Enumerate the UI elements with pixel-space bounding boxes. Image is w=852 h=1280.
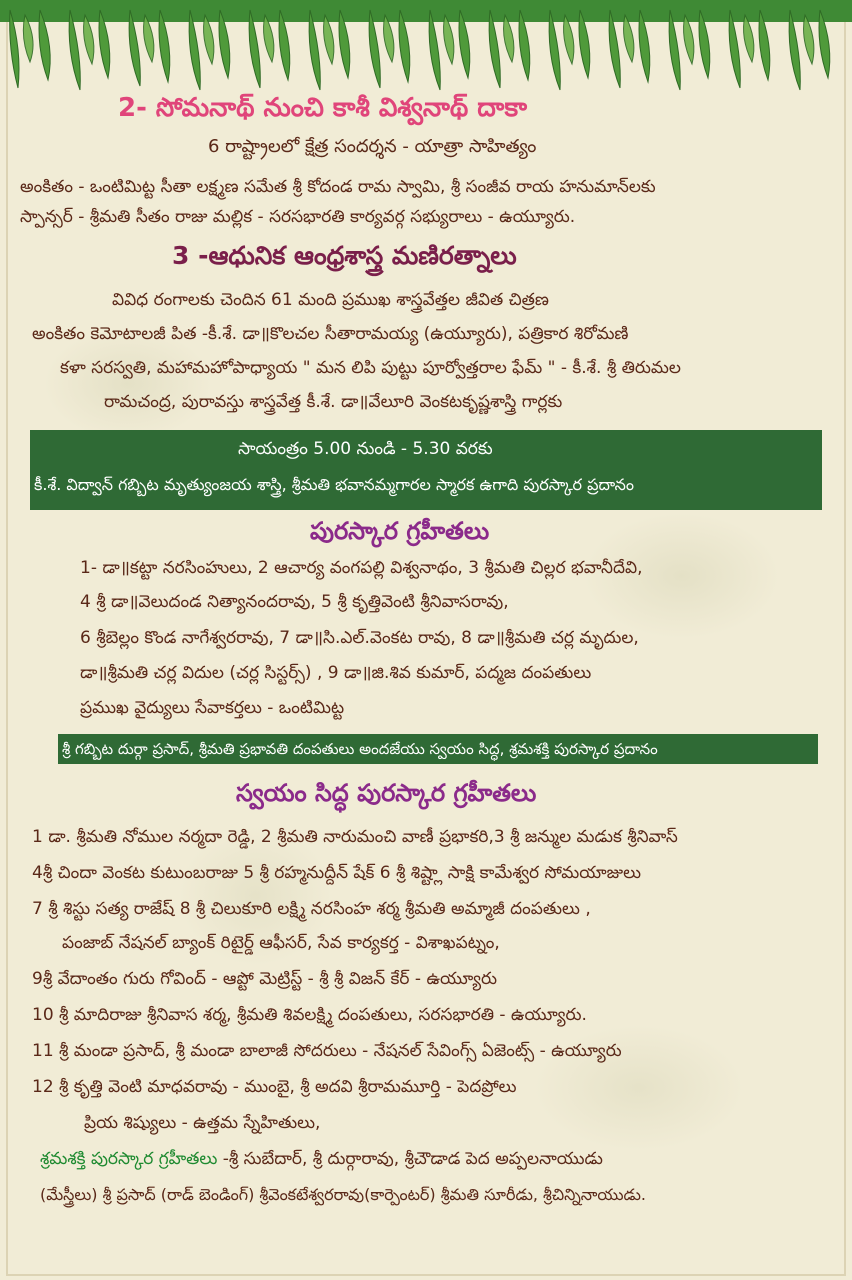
section3-title: 3 -ఆధునిక ఆంధ్రశాస్త్ర మణిరత్నాలు xyxy=(172,241,517,270)
section3-line4: రామచంద్ర, పురావస్తు శాస్త్రవేత్త కీ.శే. డా॥వేలూరి వెంకటకృష్ణశాస్త్రి గార్లకు xyxy=(104,392,563,412)
section3-line1: వివిధ రంగాలకు చెందిన 61 మంది ప్రముఖ శాస్త్రవేత్తల జీవిత చిత్రణ xyxy=(112,290,549,310)
shramashakti-label: శ్రమశక్తి పురస్కార గ్రహీతలు xyxy=(40,1149,218,1169)
swayam-line: ప్రియ శిష్యులు - ఉత్తమ స్నేహితులు, xyxy=(84,1113,321,1133)
swayam-award-text: శ్రీ గబ్బిట దుర్గా ప్రసాద్, శ్రీమతి ప్రభావతి దంపతులు అందజేయు స్వయం సిద్ధ, శ్రమశక్తి పురస్కార ప్రదానం xyxy=(62,740,658,758)
section2-subtitle: 6 రాష్ట్రాలలో క్షేత్ర సందర్శన - యాత్రా సాహిత్యం xyxy=(208,136,537,157)
swayam-line: 12 శ్రీ కృత్తి వెంటి మాధవరావు - ముంబై, శ్రీ అదవి శ్రీరామమూర్తి - పెదప్రోలు xyxy=(32,1077,517,1097)
green-banner-ugadi xyxy=(30,430,822,510)
swayam-line: 1 డా. శ్రీమతి నోముల నర్మదా రెడ్డి, 2 శ్రీమతి నారుమంచి వాణీ ప్రభాకరి,3 శ్రీ జన్ముల మడుక శ్రీనివాస్ xyxy=(32,827,678,847)
swayam-title: స్వయం సిద్ధ పురస్కార గ్రహీతలు xyxy=(236,779,537,807)
section3-line3: కళా సరస్వతి, మహామహోపాధ్యాయ " మన లిపి పుట్టు పూర్వోత్తరాల ఫేమ్ " - కీ.శే. శ్రీ తిరుమల xyxy=(60,358,681,378)
awardee-line: ప్రముఖ వైద్యులు సేవాకర్తలు - ఒంటిమిట్ట xyxy=(80,698,345,718)
swayam-line: 10 శ్రీ మాదిరాజు శ్రీనివాస శర్మ, శ్రీమతి శివలక్ష్మి దంపతులు, సరసభారతి - ఉయ్యూరు. xyxy=(32,1005,587,1025)
swayam-line: 11 శ్రీ మండా ప్రసాద్, శ్రీ మండా బాలాజీ సోదరులు - నేషనల్ సేవింగ్స్ ఏజెంట్స్ - ఉయ్యూరు xyxy=(32,1041,622,1061)
awardee-line: 4 శ్రీ డా॥వెలుదండ నిత్యానందరావు, 5 శ్రీ కృత్తివెంటి శ్రీనివాసరావు, xyxy=(80,592,509,612)
section3-line2: అంకితం కెమోటాలజీ పిత -కీ.శే. డా॥కొలచల సీతారామయ్య (ఉయ్యూరు), పత్రికార శిరోమణి xyxy=(32,324,629,344)
shramashakti-line1 xyxy=(40,1148,603,1170)
ugadi-award-text: కీ.శే. విద్వాన్ గబ్బిట మృత్యుంజయ శాస్త్రి, శ్రీమతి భవానమ్మగారల స్మారక ఉగాది పురస్కార ప్రదానం xyxy=(34,475,634,494)
awardee-line: 1- డా॥కట్టా నరసింహులు, 2 ఆచార్య వంగపల్లి విశ్వనాథం, 3 శ్రీమతి చిల్లర భవానీదేవి, xyxy=(80,558,643,578)
awardees-title: పురస్కార గ్రహీతలు xyxy=(310,517,490,545)
swayam-line: 9శ్రీ వేదాంతం గురు గోవింద్ - ఆప్టో మెట్రిస్ట్ - శ్రీ శ్రీ విజన్ కేర్ - ఉయ్యూరు xyxy=(32,969,497,989)
swayam-line: 7 శ్రీ శిస్టు సత్య రాజేష్ 8 శ్రీ చిలుకూరి లక్ష్మి నరసింహ శర్మ శ్రీమతి అమ్మాజీ దంపతులు , xyxy=(32,899,591,919)
section2-dedication: అంకితం - ఒంటిమిట్ట సీతా లక్ష్మణ సమేత శ్రీ కోదండ రామ స్వామి, శ్రీ సంజీవ రాయ హనుమాన్‌లకు xyxy=(20,177,656,197)
event-time: సాయంత్రం 5.00 నుండి - 5.30 వరకు xyxy=(238,439,493,459)
swayam-line: పంజాబ్ నేషనల్ బ్యాంక్ రిటైర్డ్ ఆఫీసర్, సేవ కార్యకర్త - విశాఖపట్నం, xyxy=(62,933,500,953)
shramashakti-line2: (మేస్త్రీలు) శ్రీ ప్రసాద్ (రాడ్ బెండింగ్) శ్రీవెంకటేశ్వరరావు(కార్పెంటర్) శ్రీమతి సూరీడు, శ్రీచిన్నినాయుడు. xyxy=(40,1185,646,1204)
awardee-line: డా॥శ్రీమతి చర్ల విదుల (చర్ల సిస్టర్స్) , 9 డా॥జి.శివ కుమార్, పద్మజ దంపతులు xyxy=(80,663,592,683)
awardee-line: 6 శ్రీబెల్లం కొండ నాగేశ్వరరావు, 7 డా॥సి.ఎల్.వెంకట రావు, 8 డా॥శ్రీమతి చర్ల మృదుల, xyxy=(80,628,639,648)
swayam-line: 4శ్రీ చిందా వెంకట కుటుంబరాజు 5 శ్రీ రహ్మనుద్దీన్ షేక్ 6 శ్రీ శిష్ట్లా సాక్షి కామేశ్వర సోమయాజులు xyxy=(32,863,642,883)
mango-leaves-decoration xyxy=(0,0,852,95)
section2-sponsor: స్పాన్సర్ - శ్రీమతి సీతం రాజు మల్లిక - సరసభారతి కార్యవర్గ సభ్యురాలు - ఉయ్యూరు. xyxy=(20,207,576,227)
section2-title: 2- సోమనాథ్ నుంచి కాశీ విశ్వనాథ్ దాకా xyxy=(118,93,528,123)
green-banner-swayam xyxy=(58,734,818,764)
shramashakti-names: -శ్రీ సుబేదార్, శ్రీ దుర్గారావు, శ్రీచౌడాడ పెద అప్పలనాయుడు xyxy=(217,1149,603,1169)
